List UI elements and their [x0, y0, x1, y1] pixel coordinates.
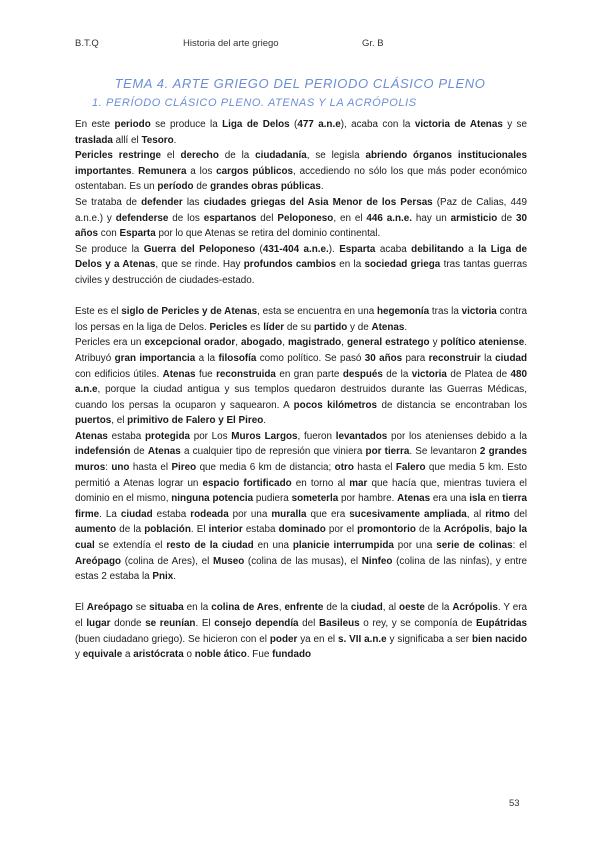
text: ), acaba con la: [340, 119, 415, 130]
text: .: [404, 321, 408, 333]
bold-text: primitivo de Falero y El Pireo: [127, 415, 264, 427]
bold-text: enfrente: [284, 602, 324, 614]
text: , porque la ciudad antigua y sus templos quedaron destruidos durante las Guerras Médicas, cuando los persas la ocuparon y saquearon. A: [75, 384, 527, 411]
text: por una: [393, 540, 437, 552]
text: , al: [382, 602, 400, 614]
section-heading: 1. PERÍODO CLÁSICO PLENO. ATENAS Y LA ACRÓPOLIS: [92, 97, 417, 109]
bold-text: grandes obras públicas: [210, 181, 321, 193]
bold-text: 30 años: [75, 212, 528, 240]
text: por hambre.: [338, 493, 398, 505]
text: Pericles era un: [75, 337, 145, 349]
text: (: [289, 119, 298, 130]
bold-text: Atenas: [371, 321, 405, 333]
bold-text: levantados: [335, 430, 388, 442]
bold-text: Guerra del Peloponeso: [143, 243, 256, 255]
bold-text: serie de colinas: [436, 540, 513, 552]
bold-text: ciudad: [120, 508, 153, 520]
bold-text: partido: [313, 321, 348, 333]
bold-text: aristócrata: [133, 649, 184, 661]
text: acaba: [375, 243, 412, 255]
bold-text: Pireo: [171, 462, 197, 474]
bold-text: pocos kilómetros: [293, 399, 378, 411]
text: ,: [341, 337, 347, 349]
text: en la: [335, 259, 365, 271]
text: se produce la: [150, 119, 223, 130]
bold-text: aumento: [75, 524, 117, 536]
bold-text: general estratego: [346, 337, 430, 349]
bold-text: traslada: [75, 134, 113, 146]
bold-text: s. VII a.n.e: [338, 633, 387, 645]
paragraph: [75, 148, 527, 195]
bold-text: armisticio: [450, 212, 498, 224]
bold-text: uno: [111, 462, 130, 474]
text: era una: [430, 493, 470, 505]
text: o rey, y se componía de: [359, 618, 476, 629]
bold-text: poder: [269, 633, 298, 645]
bold-text: Acrópolis: [443, 524, 490, 536]
text: , fueron: [297, 430, 336, 442]
bold-text: 431-404 a.n.e.: [262, 243, 329, 255]
bold-text: puertos: [75, 415, 112, 427]
bold-text: Atenas: [147, 446, 181, 458]
bold-text: político ateniense: [440, 337, 525, 349]
bold-text: Tesoro: [141, 134, 174, 146]
bold-text: oeste: [399, 602, 425, 614]
bold-text: debilitando: [411, 243, 464, 255]
text: estaba: [152, 508, 191, 520]
text: fue: [195, 368, 217, 380]
bold-text: Eupátridas: [475, 618, 527, 629]
bold-text: dependía: [255, 618, 299, 629]
text: de su: [284, 321, 314, 333]
bold-text: noble ático: [194, 649, 247, 661]
bold-text: excepcional orador: [144, 337, 236, 349]
text: que era: [306, 508, 350, 520]
paragraph: [75, 429, 527, 585]
bold-text: victoria de Atenas: [414, 119, 503, 130]
bold-text: filosofía: [218, 352, 257, 364]
text: del: [256, 212, 278, 224]
page-title: TEMA 4. ARTE GRIEGO DEL PERIODO CLÁSICO PLENO: [114, 76, 486, 91]
text: de la: [323, 602, 351, 614]
text: a: [122, 649, 134, 661]
text: se: [132, 602, 150, 614]
text: con: [98, 228, 120, 240]
text: de la: [382, 368, 412, 380]
text: de: [193, 181, 211, 193]
bold-text: Pericles restringe: [75, 150, 162, 162]
text: de los: [168, 212, 204, 224]
bold-text: Muros Largos: [231, 430, 298, 442]
text: con edificios útiles.: [75, 368, 163, 380]
bold-text: Esparta: [339, 243, 376, 255]
bold-text: colina de Ares: [211, 602, 279, 614]
paragraph: [75, 117, 527, 148]
bold-text: la Liga de Delos y a Atenas: [75, 243, 528, 271]
bold-text: reconstruir: [428, 352, 481, 364]
text: ya en el: [297, 633, 339, 645]
text: se extendía el: [94, 540, 167, 552]
bold-text: líder: [263, 321, 285, 333]
bold-text: Pnix: [152, 571, 174, 583]
bold-text: Esparta: [119, 228, 156, 240]
bold-text: ciudades griegas del Asia Menor de los Persas: [203, 196, 433, 208]
text: de: [130, 446, 148, 458]
text: . Se levantaron: [409, 446, 480, 458]
text: por Los: [190, 430, 232, 442]
bold-text: rodeada: [190, 508, 229, 520]
text: del: [509, 508, 528, 520]
bold-text: espacio fortificado: [202, 477, 292, 489]
bold-text: victoria: [461, 306, 497, 318]
text: allí el: [112, 134, 142, 146]
bold-text: reconstruida: [216, 368, 276, 380]
bold-text: consejo: [214, 618, 252, 629]
text: o: [183, 649, 195, 661]
text: . La: [99, 508, 121, 520]
text: las: [182, 196, 204, 208]
bold-text: gran importancia: [114, 352, 196, 364]
text: contra los persas en la liga de Delos.: [75, 306, 527, 333]
bold-text: Pericles: [209, 321, 248, 333]
text: (colina de las musas), el: [244, 555, 362, 567]
bold-text: siglo de Pericles y de Atenas: [121, 306, 258, 318]
text: hasta el: [129, 462, 172, 474]
text: por una: [228, 508, 272, 520]
bold-text: promontorio: [357, 524, 416, 536]
text: en una: [253, 540, 293, 552]
text: de distancia se encontraban los: [377, 399, 528, 411]
text: , el: [111, 415, 128, 427]
text: ).: [328, 243, 340, 255]
text: Se produce la: [75, 243, 144, 255]
text: de la: [415, 524, 444, 536]
text: . Y era el: [75, 602, 528, 629]
bold-text: resto de la ciudad: [166, 540, 254, 552]
bold-text: período: [157, 181, 194, 193]
bold-text: lugar: [86, 618, 111, 629]
text: de la: [116, 524, 145, 536]
text: .: [320, 181, 324, 193]
bold-text: protegida: [145, 430, 190, 442]
text: , que se rinde. Hay: [155, 259, 244, 271]
bold-text: defender: [141, 196, 183, 208]
bold-text: interior: [208, 524, 243, 536]
text: . El: [190, 524, 209, 536]
bold-text: ninguna potencia: [171, 493, 254, 505]
text: estaba: [242, 524, 279, 536]
text: de la: [218, 150, 256, 162]
bold-text: 477 a.n.e: [297, 119, 341, 130]
bold-text: equivale: [82, 649, 123, 661]
header-left: B.T.Q: [75, 38, 99, 49]
bold-text: derecho: [180, 150, 219, 162]
bold-text: ciudad: [495, 352, 527, 364]
text: . Fue: [246, 649, 273, 661]
text: que hacía que, mientras tuviera el dominio en el mismo,: [75, 477, 527, 505]
text: (colina de Ares), el: [121, 555, 213, 567]
bold-text: Liga de Delos: [222, 119, 290, 130]
text: estaba: [107, 430, 145, 442]
text: En este: [75, 119, 115, 130]
text: que media 6 km de distancia;: [196, 462, 335, 474]
text: ,: [282, 337, 288, 349]
text: Este es el: [75, 306, 122, 318]
text: el: [161, 150, 181, 162]
text: :: [105, 462, 112, 474]
text: por el: [325, 524, 358, 536]
bold-text: Atenas: [162, 368, 196, 380]
text: Se trataba de: [75, 196, 142, 208]
text: .: [131, 165, 139, 177]
text: en torno al: [291, 477, 350, 489]
bold-text: Remunera: [138, 165, 187, 177]
bold-text: Ninfeo: [361, 555, 393, 567]
text: .: [263, 415, 266, 427]
text: (Paz de Calias, 449 a.n.e.) y: [75, 196, 527, 224]
text: tras tantas guerras civiles y destrucción de ciudades-estado.: [75, 259, 528, 286]
bold-text: 2 grandes muros: [75, 446, 527, 474]
bold-text: Falero: [395, 462, 426, 474]
text: , esta se encuentra en una: [257, 306, 377, 318]
text: .: [173, 134, 177, 146]
text: de: [497, 212, 517, 224]
bold-text: abriendo órganos institucionales importantes: [75, 150, 528, 177]
text: , se legisla: [306, 150, 366, 162]
text: a la: [195, 352, 219, 364]
bold-text: planicie interrumpida: [292, 540, 394, 552]
bold-text: isla: [469, 493, 486, 505]
text: de Platea de: [446, 368, 511, 380]
bold-text: periodo: [114, 119, 151, 130]
text: (: [255, 243, 263, 255]
bold-text: por tierra: [365, 446, 410, 458]
bold-text: población: [144, 524, 191, 536]
text: en: [485, 493, 503, 505]
paragraph: [75, 195, 527, 242]
text: pudiera: [253, 493, 292, 505]
text: (colina de las ninfas), y entre estas 2 estaba la: [75, 555, 527, 583]
text: y significaba a ser: [386, 633, 472, 645]
text: , en el: [333, 212, 367, 224]
bold-text: Acrópolis: [452, 602, 498, 614]
paragraph: [75, 242, 527, 289]
bold-text: Areópago: [75, 555, 122, 567]
text: El: [75, 602, 87, 614]
text: : el: [512, 540, 527, 552]
text: ,: [278, 602, 285, 614]
text: tras la: [429, 306, 462, 318]
text: y: [429, 337, 441, 349]
bold-text: espartanos: [203, 212, 257, 224]
bold-text: 30 años: [364, 352, 403, 364]
bold-text: cargos públicos: [216, 165, 293, 177]
text: a: [463, 243, 479, 255]
bold-text: ciudad: [350, 602, 383, 614]
bold-text: 480 a.n.e: [75, 368, 527, 396]
bold-text: ciudadanía: [255, 150, 307, 162]
text: .: [173, 571, 177, 583]
bold-text: defenderse: [115, 212, 169, 224]
bold-text: bajo la cual: [75, 524, 528, 552]
bold-text: sociedad griega: [364, 259, 441, 271]
text: y se: [502, 119, 527, 130]
bold-text: dominado: [278, 524, 326, 536]
bold-text: Peloponeso: [277, 212, 334, 224]
bold-text: ritmo: [485, 508, 510, 520]
bold-text: Basileus: [319, 618, 360, 629]
bold-text: bien nacido: [471, 633, 527, 645]
bold-text: indefensión: [75, 446, 131, 458]
paragraph: [75, 304, 527, 335]
paragraph: [75, 600, 527, 662]
bold-text: tierra firme: [75, 493, 527, 520]
text: . El: [195, 618, 215, 629]
bold-text: victoria: [411, 368, 447, 380]
bold-text: abogado: [241, 337, 283, 349]
text: en la: [183, 602, 212, 614]
bold-text: Atenas: [75, 430, 108, 442]
text: ,: [489, 524, 496, 536]
text: hay un: [412, 212, 451, 224]
text: por lo que Atenas se retira del dominio continental.: [155, 228, 381, 240]
bold-text: magistrado: [287, 337, 342, 349]
bold-text: hegemonía: [377, 306, 430, 318]
bold-text: mar: [349, 477, 368, 489]
bold-text: después: [342, 368, 383, 380]
header-right: Gr. B: [362, 38, 384, 49]
bold-text: muralla: [271, 508, 307, 520]
bold-text: situaba: [149, 602, 184, 614]
text: . Atribuyó: [75, 337, 527, 364]
text: del: [298, 618, 319, 629]
text: , accediendo no sólo los que más poder económico ostentaban. Es un: [75, 165, 527, 193]
bold-text: Areópago: [86, 602, 133, 614]
bold-text: sucesivamente ampliada: [349, 508, 467, 520]
text: (buen ciudadano griego). Se hicieron con el: [75, 633, 270, 645]
text: y: [75, 649, 83, 661]
bold-text: 446 a.n.e.: [366, 212, 413, 224]
text: y de: [347, 321, 372, 333]
text: hasta el: [353, 462, 396, 474]
bold-text: fundado: [272, 649, 312, 661]
text: ,: [235, 337, 242, 349]
text: para: [402, 352, 429, 364]
bold-text: otro: [334, 462, 354, 474]
text: por los atenienses debido a la: [387, 430, 527, 442]
bold-text: se reunían: [145, 618, 196, 629]
text: en gran parte: [275, 368, 343, 380]
text: como político. Se pasó: [256, 352, 365, 364]
text: a cualquier tipo de represión que viniera: [180, 446, 366, 458]
text: es: [247, 321, 264, 333]
header-center: Historia del arte griego: [183, 38, 279, 49]
text: la: [480, 352, 496, 364]
paragraph: [75, 335, 527, 429]
text: a los: [186, 165, 217, 177]
text: de la: [424, 602, 453, 614]
bold-text: someterla: [291, 493, 339, 505]
bold-text: profundos cambios: [243, 259, 336, 271]
page-number: 53: [509, 798, 520, 809]
bold-text: Atenas: [397, 493, 431, 505]
bold-text: Museo: [212, 555, 245, 567]
text: , al: [466, 508, 486, 520]
body-text: [75, 117, 527, 663]
text: que media 5 km. Esto permitió a Atenas lograr un: [75, 462, 528, 489]
text: donde: [110, 618, 146, 629]
